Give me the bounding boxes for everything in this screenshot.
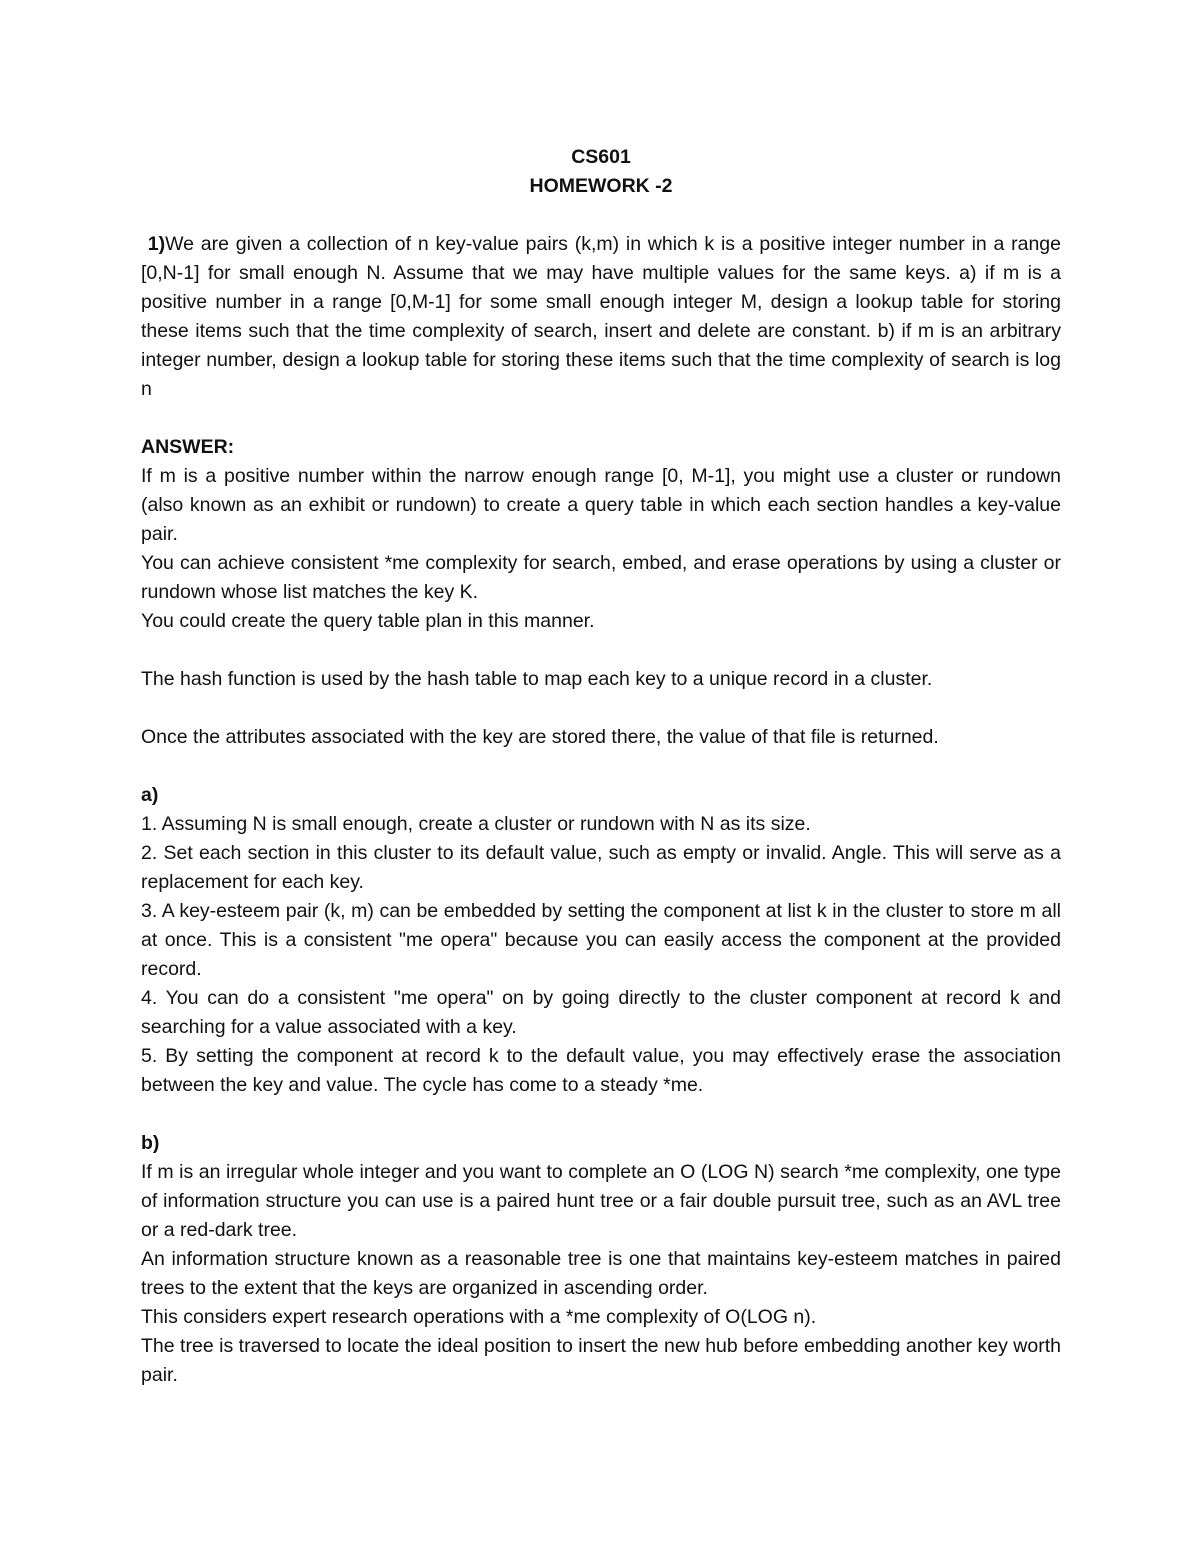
part-b-label: b) xyxy=(141,1132,160,1154)
spacer xyxy=(141,694,1061,723)
spacer xyxy=(141,201,1061,230)
part-b-paragraph: The tree is traversed to locate the ideal position to insert the new hub before embedding another key worth pair. xyxy=(141,1335,1061,1386)
part-a-step: 3. A key-esteem pair (k, m) can be embedded by setting the component at list k in the cluster to store m all at once. This is a consistent "me opera" because you can easily access the component at the provided record. xyxy=(141,900,1061,980)
answer-intro-1: If m is a positive number within the narrow enough range [0, M-1], you might use a cluster or rundown (also known as an exhibit or rundown) to create a query table in which each section handles a key-value pair. xyxy=(141,465,1061,545)
spacer xyxy=(141,636,1061,665)
answer-intro-2: You can achieve consistent *me complexity for search, embed, and erase operations by using a cluster or rundown whose list matches the key K. xyxy=(141,552,1061,603)
part-a-step: 1. Assuming N is small enough, create a cluster or rundown with N as its size. xyxy=(141,813,811,835)
part-a-step: 5. By setting the component at record k to the default value, you may effectively erase the association between the key and value. The cycle has come to a steady *me. xyxy=(141,1045,1061,1096)
answer-heading: ANSWER: xyxy=(141,436,235,458)
part-a-step: 4. You can do a consistent "me opera" on by going directly to the cluster component at record k and searching for a value associated with a key. xyxy=(141,987,1061,1038)
part-b-paragraph: An information structure known as a reasonable tree is one that maintains key-esteem matches in paired trees to the extent that the keys are organized in ascending order. xyxy=(141,1248,1061,1299)
spacer xyxy=(141,1100,1061,1129)
spacer xyxy=(141,404,1061,433)
document-page xyxy=(141,143,1061,1390)
spacer xyxy=(141,752,1061,781)
part-b-paragraph: If m is an irregular whole integer and you want to complete an O (LOG N) search *me complexity, one type of information structure you can use is a paired hunt tree or a fair double pursuit tree, such as an AVL tree or a red-dark tree. xyxy=(141,1161,1061,1241)
question-text: We are given a collection of n key-value pairs (k,m) in which k is a positive integer number in a range [0,N-1] for small enough N. Assume that we may have multiple values for the same keys. a) if m is a positive number in a range [0,M-1] for some small enough integer M, design a lookup table for storing these items such that the time complexity of search, insert and delete are constant. b) if m is an arbitrary integer number, design a lookup table for storing these items such that the time complexity of search is log n xyxy=(141,233,1062,400)
question-number: 1) xyxy=(147,233,166,255)
course-code: CS601 xyxy=(571,146,631,168)
part-b-paragraph: This considers expert research operations with a *me complexity of O(LOG n). xyxy=(141,1306,817,1328)
return-paragraph: Once the attributes associated with the key are stored there, the value of that file is returned. xyxy=(141,726,939,748)
answer-intro-3: You could create the query table plan in this manner. xyxy=(141,610,595,632)
homework-title: HOMEWORK -2 xyxy=(529,175,673,197)
hash-paragraph: The hash function is used by the hash table to map each key to a unique record in a cluster. xyxy=(141,668,933,690)
part-a-step: 2. Set each section in this cluster to its default value, such as empty or invalid. Angle. This will serve as a replacement for each key. xyxy=(141,842,1061,893)
question-paragraph xyxy=(141,230,1061,404)
part-a-label: a) xyxy=(141,784,159,806)
